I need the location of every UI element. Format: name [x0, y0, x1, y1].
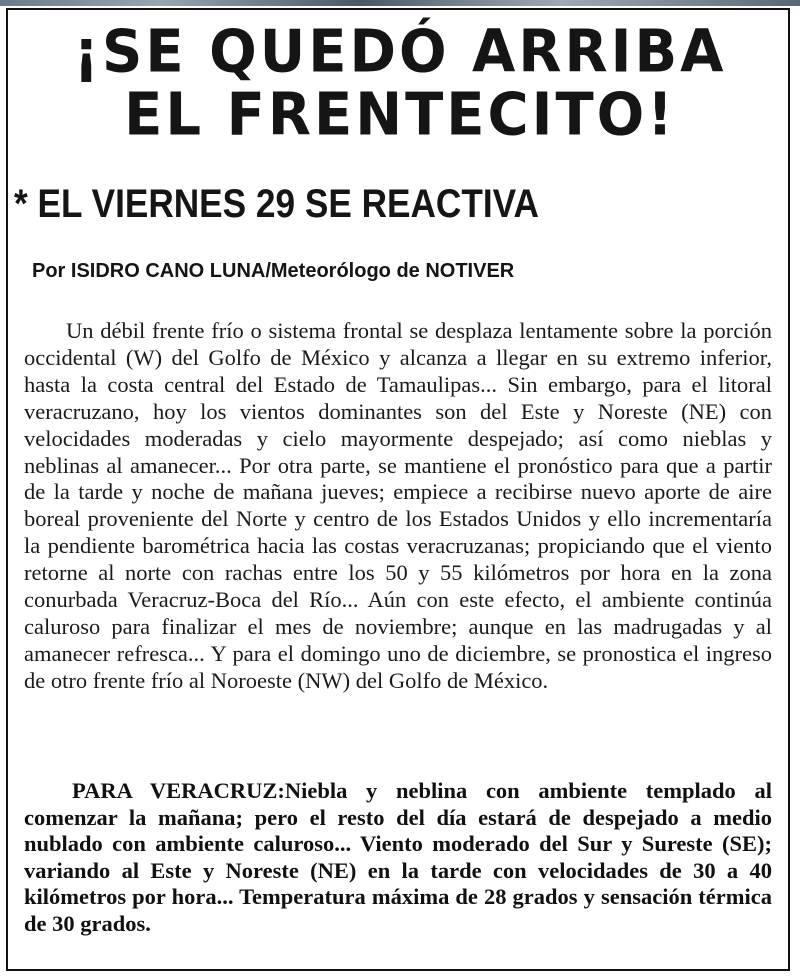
article-body-paragraph: Un débil frente frío o sistema frontal se desplaza lentamente sobre la porción occidental (W) del Golfo de México y alcanza a llegar en su extremo inferior, hasta la costa central del Estado de Tamaulipas... Sin embargo, para el litoral veracruzano, hoy los vientos dominantes son del Este y Noreste (NE) con velocidades moderadas y cielo mayormente despejado; así como nieblas y neblinas al amanecer... Por otra parte, se mantiene el pronóstico para que a partir de la tarde y noche de mañana jueves; empiece a recibirse nuevo aporte de aire boreal proveniente del Norte y centro de los Estados Unidos y ello incrementaría la pendiente barométrica hacia las costas veracruzanas; propiciando que el viento retorne al norte con rachas entre los 50 y 55 kilómetros por hora en la zona conurbada Veracruz-Boca del Río... Aún con este efecto, el ambiente continúa caluroso para finalizar el mes de noviembre; aunque en las madrugadas y al amanecer refresca... Y para el domingo uno de diciembre, se pronostica el ingreso de otro frente frío al Noroeste (NW) del Golfo de México. [24, 318, 772, 693]
forecast-label: PARA VERACRUZ: [72, 778, 285, 803]
byline: Por ISIDRO CANO LUNA/Meteorólogo de NOTIVER [32, 260, 515, 282]
headline [20, 17, 780, 150]
top-image-strip [0, 0, 800, 6]
headline-line-2: EL FRENTECITO! [124, 80, 676, 150]
forecast-text: Niebla y neblina con ambiente templado al comenzar la mañana; pero el resto del día estará de despejado a medio nublado con ambiente caluroso... Viento moderado del Sur y Sureste (SE); variando al Este y Noreste (NE) en la tarde con velocidades de 30 a 40 kilómetros por hora... Temperatura máxima de 28 grados y sensación térmica de 30 grados. [24, 778, 772, 936]
forecast-paragraph [24, 778, 772, 938]
subheadline: * EL VIERNES 29 SE REACTIVA [14, 182, 539, 226]
headline-line-1: ¡SE QUEDÓ ARRIBA [73, 17, 727, 87]
